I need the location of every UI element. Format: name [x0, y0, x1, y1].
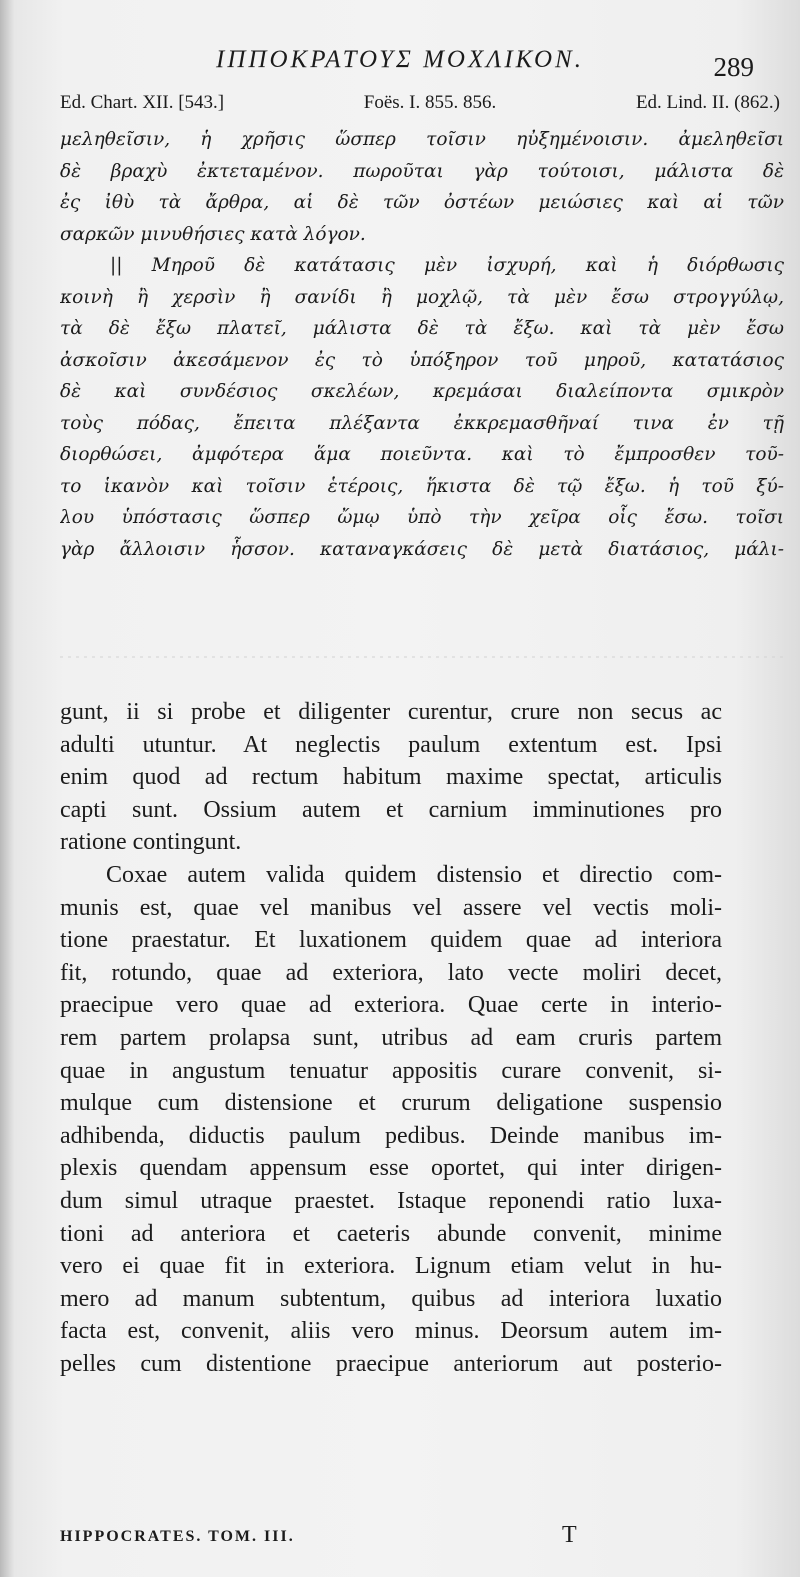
page-number: 289	[713, 52, 754, 82]
edition-references	[60, 92, 780, 122]
gathering-mark: T	[562, 1522, 577, 1548]
running-title: ΙΠΠΟΚΡΑΤΟΥΣ ΜΟΧΛΙΚΟΝ.	[216, 46, 584, 73]
faint-rule	[60, 651, 784, 663]
latin-line: munis est, quae vel manibus vel assere vel vectis moli-	[60, 894, 722, 921]
latin-line: vero ei quae fit in exteriora. Lignum etiam velut in hu-	[60, 1253, 722, 1280]
edition-linden: Ed. Lind. II. (862.)	[635, 92, 780, 113]
latin-line: capti sunt. Ossium autem et carnium imminutiones pro	[60, 796, 722, 823]
latin-line: quae in angustum tenuatur appositis curare convenit, si-	[60, 1057, 722, 1084]
latin-line: fit, rotundo, quae ad exteriora, lato vecte moliri decet,	[60, 959, 722, 986]
page-edge	[0, 0, 14, 1577]
greek-text	[60, 124, 784, 565]
latin-line: dum simul utraque praestet. Istaque reponendi ratio luxa-	[60, 1187, 722, 1214]
greek-line: || Μηροῦ δὲ κατάτασις μὲν ἰσχυρή, καὶ ἡ διόρθωσις	[110, 255, 784, 276]
latin-translation	[60, 696, 722, 1380]
greek-line: ἐς ἰθὺ τὰ ἄρθρα, αἱ δὲ τῶν ὀστέων μειώσιες καὶ αἱ τῶν	[60, 192, 784, 213]
latin-line: ratione contingunt.	[60, 829, 242, 856]
greek-line: δὲ καὶ συνδέσιος σκελέων, κρεμάσαι διαλείποντα σμικρὸν	[60, 381, 784, 402]
greek-line: γὰρ ἄλλοισιν ἧσσον. καταναγκάσεις δὲ μετὰ διατάσιος, μάλι-	[60, 538, 784, 560]
page-header	[0, 46, 800, 94]
latin-line: tione praestatur. Et luxationem quidem quae ad interiora	[60, 927, 722, 954]
latin-line: praecipue vero quae ad exteriora. Quae certe in interio-	[60, 992, 722, 1019]
greek-line: διορθώσει, ἀμφότερα ἅμα ποιεῦντα. καὶ τὸ ἔμπροσθεν τοῦ-	[60, 444, 784, 465]
latin-line: adulti utuntur. At neglectis paulum extentum est. Ipsi	[60, 731, 722, 758]
latin-line: adhibenda, diductis paulum pedibus. Deinde manibus im-	[60, 1122, 722, 1149]
edition-foes: Foës. I. 855. 856.	[363, 92, 497, 113]
latin-line: Coxae autem valida quidem distensio et directio com-	[106, 861, 722, 888]
greek-line: σαρκῶν μινυθήσιες κατὰ λόγον.	[60, 223, 366, 245]
greek-line: τὰ δὲ ἔξω πλατεῖ, μάλιστα δὲ τὰ ἔξω. καὶ τὰ μὲν ἔσω	[60, 318, 784, 339]
bleed-through-separator	[60, 648, 784, 660]
latin-line: plexis quendam appensum esse oportet, qui inter dirigen-	[60, 1155, 722, 1182]
latin-line: mero ad manum subtentum, quibus ad interiora luxatio	[60, 1285, 722, 1312]
greek-line: κοινὴ ἢ χερσὶν ἢ σανίδι ἢ μοχλῷ, τὰ μὲν ἔσω στρογγύλῳ,	[60, 286, 784, 308]
printer-signature: HIPPOCRATES. TOM. III.	[60, 1528, 295, 1545]
latin-line: gunt, ii si probe et diligenter curentur, crure non secus ac	[60, 699, 722, 725]
greek-line: μεληθεῖσιν, ἡ χρῆσις ὥσπερ τοῖσιν ηὐξημένοισιν. ἀμεληθεῖσι	[60, 129, 784, 150]
latin-line: enim quod ad rectum habitum maxime spectat, articulis	[60, 764, 722, 791]
latin-line: mulque cum distensione et crurum deligatione suspensio	[60, 1090, 722, 1117]
latin-line: rem partem prolapsa sunt, utribus ad eam cruris partem	[60, 1024, 722, 1051]
greek-line: λου ὑπόστασις ὥσπερ ὤμῳ ὑπὸ τὴν χεῖρα οἷς ἔσω. τοῖσι	[60, 507, 784, 528]
greek-line: ἀσκοῖσιν ἀκεσάμενον ἐς τὸ ὑπόξηρον τοῦ μηροῦ, κατατάσιος	[60, 349, 784, 371]
latin-line: facta est, convenit, aliis vero minus. Deorsum autem im-	[60, 1318, 722, 1345]
latin-line: tioni ad anteriora et caeteris abunde convenit, minime	[60, 1220, 722, 1247]
greek-line: δὲ βραχὺ ἐκτεταμένον. πωροῦται γὰρ τούτοισι, μάλιστα δὲ	[60, 160, 784, 182]
greek-line: το ἱκανὸν καὶ τοῖσιν ἑτέροις, ἥκιστα δὲ τῷ ἔξω. ἡ τοῦ ξύ-	[60, 475, 784, 497]
latin-line: pelles cum distentione praecipue anteriorum aut posterio-	[60, 1350, 722, 1377]
edition-chartier: Ed. Chart. XII. [543.]	[60, 92, 225, 113]
page-footer	[60, 1524, 722, 1554]
greek-line: τοὺς πόδας, ἔπειτα πλέξαντα ἐκκρεμασθῆναί τινα ἐν τῇ	[60, 412, 784, 434]
